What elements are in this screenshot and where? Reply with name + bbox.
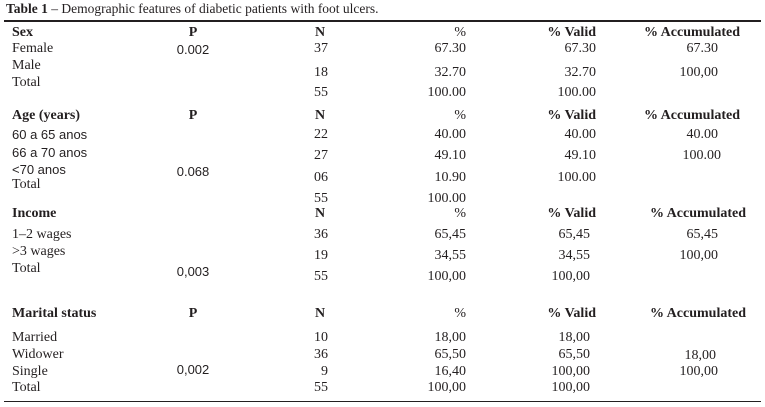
marital-row-total-valid: 100,00 — [551, 380, 590, 395]
age-row-66-70-pct: 49.10 — [434, 148, 466, 163]
sex-row-female-p: 0.002 — [176, 42, 210, 57]
age-row-60-65-accum: 40.00 — [686, 127, 718, 142]
income-row-1-2-label: 1–2 wages — [12, 227, 72, 242]
income-header-label: Income — [12, 206, 57, 221]
table-caption — [6, 1, 379, 17]
income-header-accum: % Accumulated — [649, 206, 746, 221]
marital-row-single-pct: 16,40 — [434, 364, 466, 379]
age-row-total-pct: 100.00 — [427, 191, 466, 206]
age-row-total-label: Total — [12, 177, 41, 192]
income-row-3-n: 19 — [314, 248, 328, 263]
marital-row-single-label: Single — [12, 364, 48, 379]
income-row-3-label: >3 wages — [12, 244, 66, 259]
sex-row-female-n: 37 — [314, 41, 328, 56]
age-row-under-70-p: 0.068 — [176, 164, 210, 179]
age-header-pct: % — [454, 108, 466, 123]
sex-header-accum: % Accumulated — [643, 25, 740, 40]
age-header-n: N — [314, 108, 326, 123]
marital-row-total-pct: 100,00 — [427, 380, 466, 395]
sex-row-male-accum: 100,00 — [679, 65, 718, 80]
sex-row-total-n: 55 — [314, 85, 328, 100]
age-header-accum: % Accumulated — [643, 108, 740, 123]
sex-row-male-n: 18 — [314, 65, 328, 80]
sex-row-male-valid: 32.70 — [564, 65, 596, 80]
age-row-under-70-pct: 10.90 — [434, 170, 466, 185]
income-row-3-valid: 34,55 — [558, 248, 590, 263]
marital-header-label: Marital status — [12, 306, 97, 321]
marital-row-single-valid: 100,00 — [551, 364, 590, 379]
income-row-3-pct: 34,55 — [434, 248, 466, 263]
marital-row-single-n: 9 — [321, 364, 328, 379]
income-row-3-accum: 100,00 — [679, 248, 718, 263]
age-row-60-65-label: 60 a 65 anos — [12, 127, 88, 142]
sex-row-female-valid: 67.30 — [564, 41, 596, 56]
age-row-60-65-pct: 40.00 — [434, 127, 466, 142]
age-row-total-n: 55 — [314, 191, 328, 206]
marital-row-widower-label: Widower — [12, 347, 64, 362]
sex-header-p: P — [188, 25, 198, 40]
sex-row-female-accum: 67.30 — [686, 41, 718, 56]
sex-header-label: Sex — [12, 25, 33, 40]
top-rule — [4, 20, 761, 22]
age-row-66-70-valid: 49.10 — [564, 148, 596, 163]
table-caption-text: – Demographic features of diabetic patients with foot ulcers. — [47, 1, 379, 16]
age-header-p: P — [188, 108, 198, 123]
marital-row-married-n: 10 — [314, 330, 328, 345]
marital-row-single-accum: 100,00 — [679, 364, 718, 379]
sex-row-female-label: Female — [12, 41, 54, 56]
marital-row-widower-accum: 18,00 — [684, 348, 716, 363]
income-row-1-2-pct: 65,45 — [434, 227, 466, 242]
marital-row-total-label: Total — [12, 380, 41, 395]
sex-header-n: N — [314, 25, 326, 40]
income-row-total-valid: 100,00 — [551, 269, 590, 284]
age-row-under-70-valid: 100.00 — [557, 170, 596, 185]
table-caption-label: Table 1 — [6, 1, 48, 16]
sex-row-total-pct: 100.00 — [427, 85, 466, 100]
marital-row-total-n: 55 — [314, 380, 328, 395]
marital-row-widower-n: 36 — [314, 347, 328, 362]
marital-header-valid: % Valid — [547, 306, 596, 321]
income-header-n: N — [314, 206, 326, 221]
marital-row-married-label: Married — [12, 330, 58, 345]
income-row-total-p: 0,003 — [176, 264, 210, 279]
marital-row-single-p: 0,002 — [176, 362, 210, 377]
age-row-60-65-n: 22 — [314, 127, 328, 142]
marital-header-pct: % — [454, 306, 466, 321]
age-row-under-70-n: 06 — [314, 170, 328, 185]
income-header-valid: % Valid — [547, 206, 596, 221]
marital-row-widower-pct: 65,50 — [434, 347, 466, 362]
sex-row-male-pct: 32.70 — [434, 65, 466, 80]
income-row-total-pct: 100,00 — [427, 269, 466, 284]
sex-row-total-label: Total — [12, 75, 41, 90]
sex-header-pct: % — [454, 25, 466, 40]
age-header-valid: % Valid — [547, 108, 596, 123]
sex-row-female-pct: 67.30 — [434, 41, 466, 56]
income-row-total-n: 55 — [314, 269, 328, 284]
income-header-pct: % — [454, 206, 466, 221]
marital-header-p: P — [188, 306, 198, 321]
sex-row-total-valid: 100.00 — [557, 85, 596, 100]
age-row-66-70-accum: 100.00 — [682, 148, 721, 163]
marital-row-widower-valid: 65,50 — [558, 347, 590, 362]
age-row-66-70-label: 66 a 70 anos — [12, 145, 88, 160]
sex-row-male-label: Male — [12, 58, 41, 73]
income-row-1-2-valid: 65,45 — [558, 227, 590, 242]
marital-row-married-pct: 18,00 — [434, 330, 466, 345]
bottom-rule — [4, 401, 761, 402]
income-row-1-2-n: 36 — [314, 227, 328, 242]
age-header-label: Age (years) — [12, 108, 81, 123]
age-row-60-65-valid: 40.00 — [564, 127, 596, 142]
age-row-66-70-n: 27 — [314, 148, 328, 163]
age-row-under-70-label: <70 anos — [12, 162, 66, 177]
marital-header-n: N — [314, 306, 326, 321]
income-row-1-2-accum: 65,45 — [686, 227, 718, 242]
income-row-total-label: Total — [12, 261, 41, 276]
marital-row-married-valid: 18,00 — [558, 330, 590, 345]
marital-header-accum: % Accumulated — [649, 306, 746, 321]
sex-header-valid: % Valid — [547, 25, 596, 40]
